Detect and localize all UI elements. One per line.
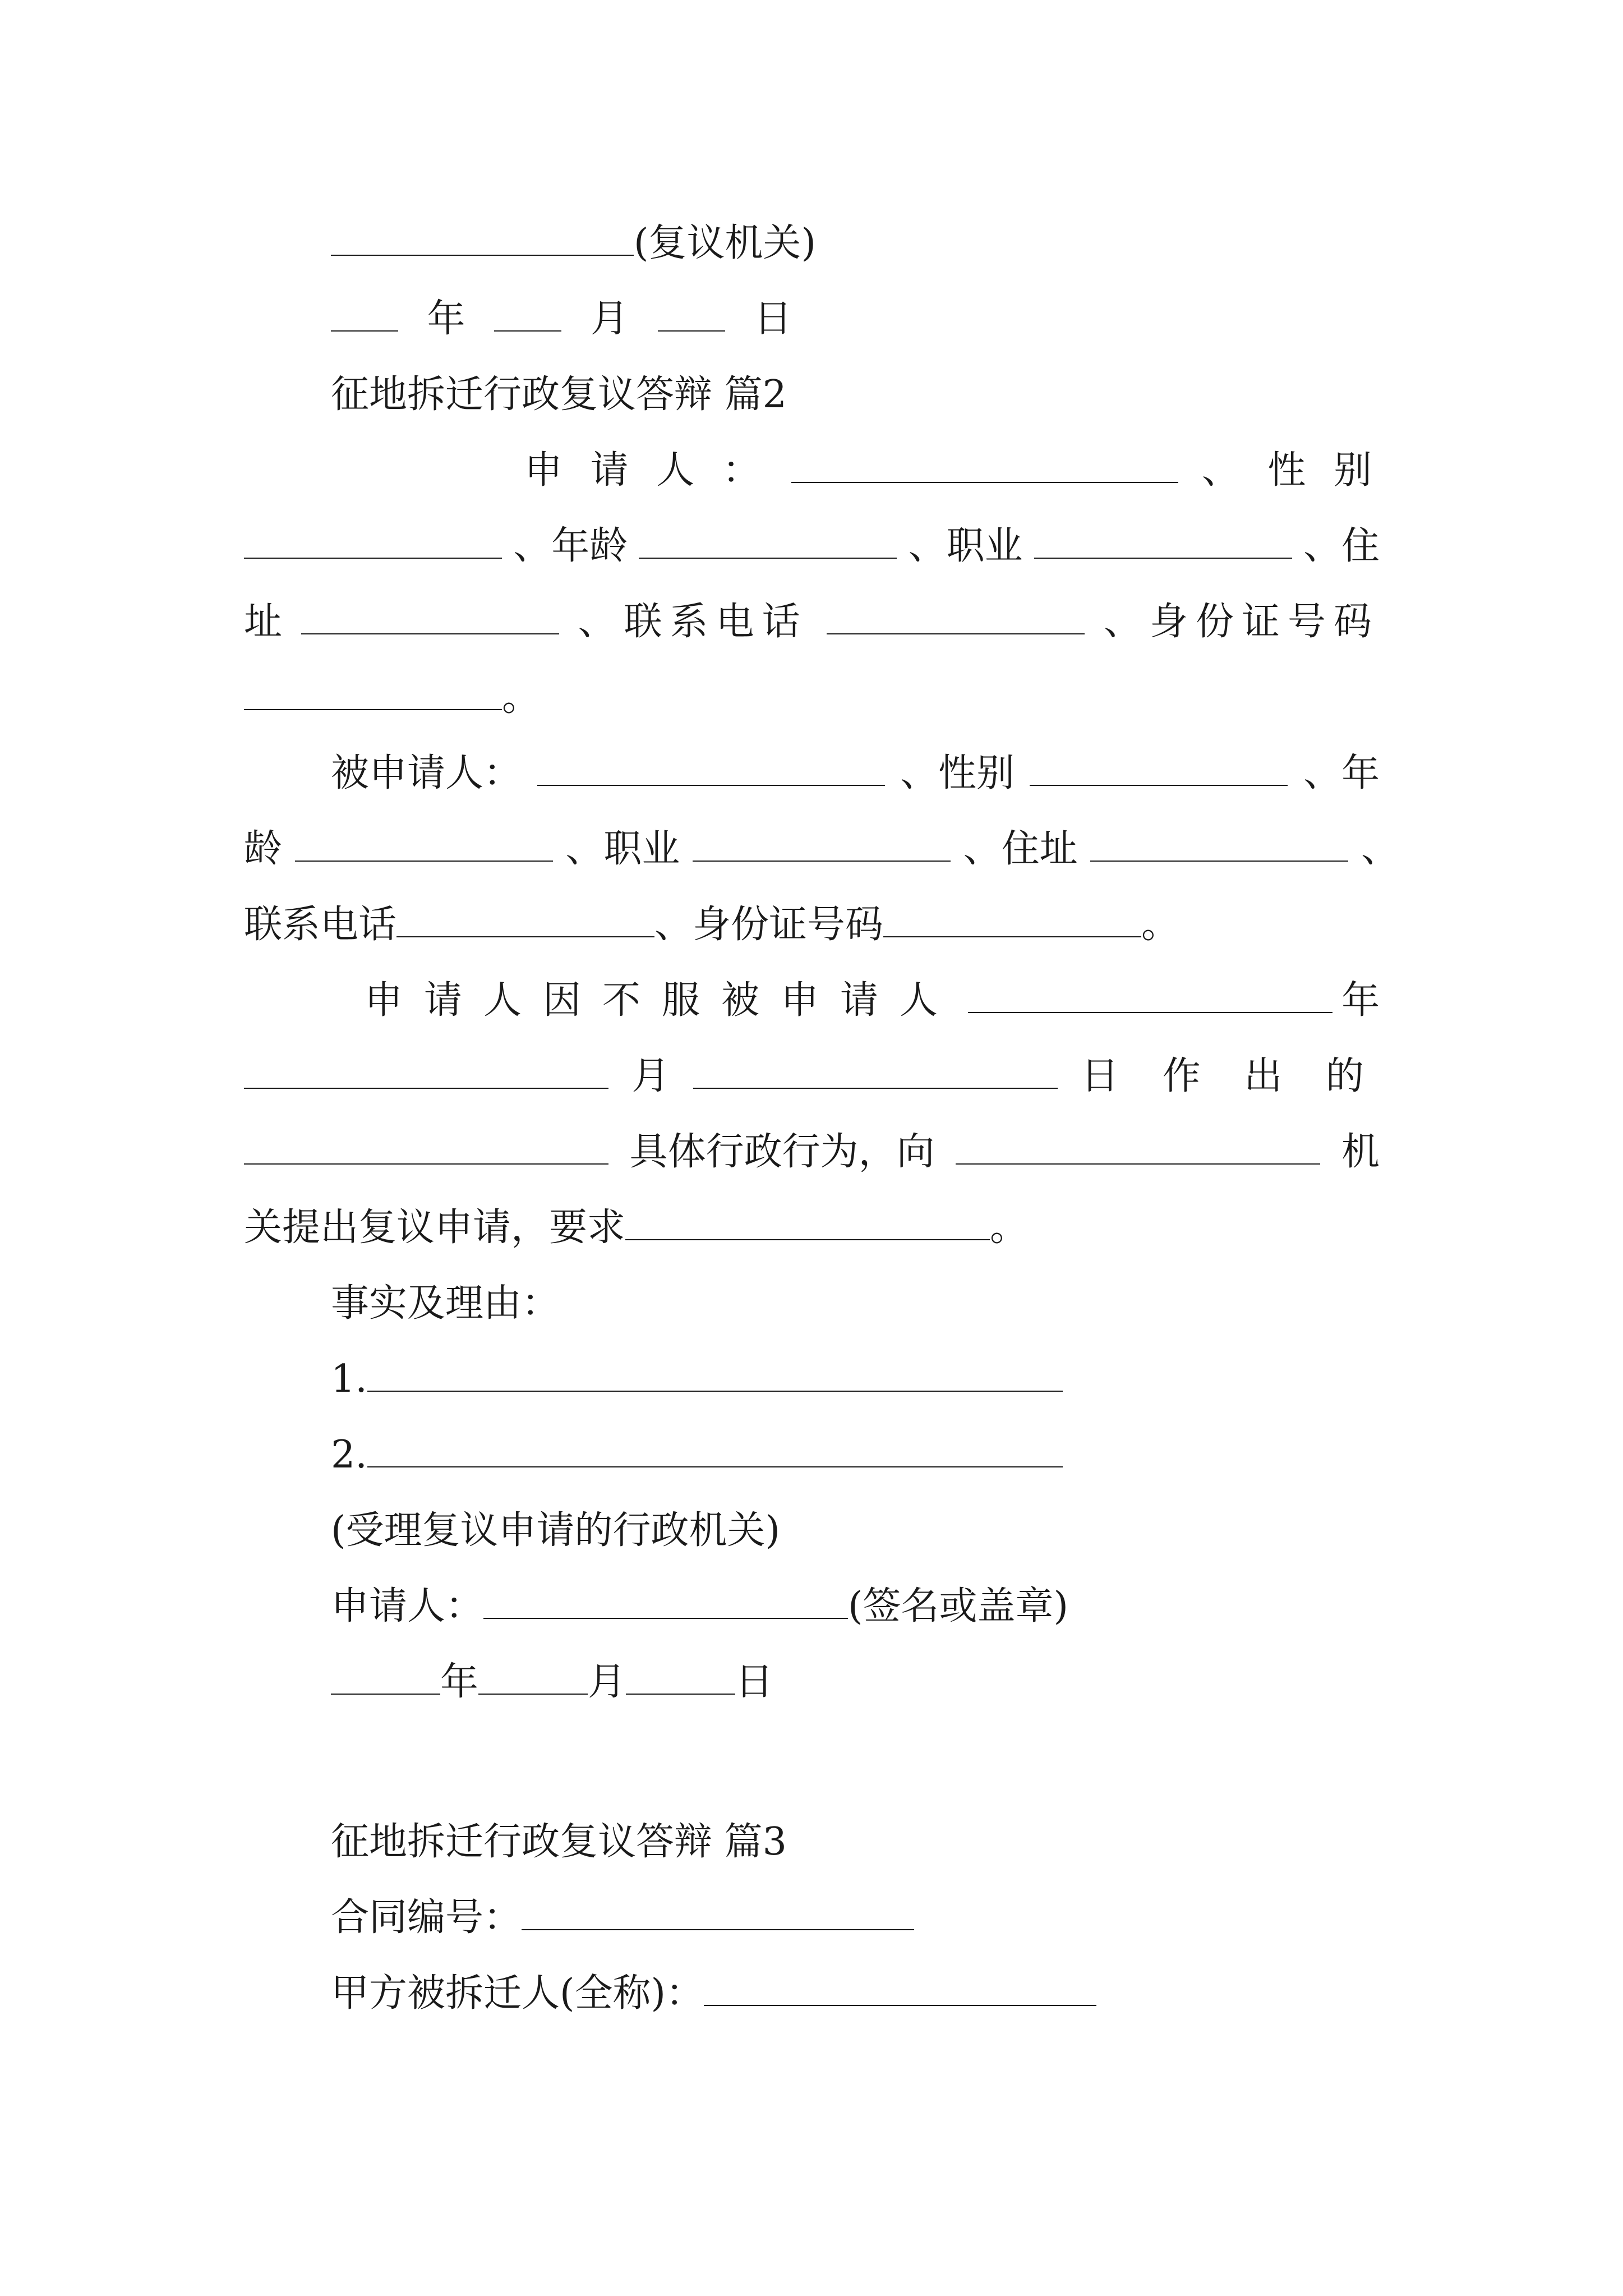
fact-item-2: 2.: [331, 1436, 1063, 1474]
body-line-1: 申请人因不服被申请人 年: [365, 978, 1380, 1023]
fact-item-1: 1.: [331, 1360, 1063, 1398]
date-line: 年 月 日: [331, 300, 792, 338]
applicant-line-2: 、年龄 、职业 、住: [244, 527, 1380, 565]
body-line-4: 关提出复议申请，要求 。: [244, 1205, 1029, 1250]
blank: [331, 227, 634, 256]
respondent-line-3: 联系电话 、身份证号码 。: [244, 903, 1180, 947]
body-line-2: 月 日 作 出 的: [244, 1057, 1380, 1096]
body-line-3: 具体行政行为，向 机: [244, 1133, 1380, 1171]
respondent-line-2: 龄 、职业 、住址 、: [244, 827, 1399, 871]
applicant-line-4: 。: [244, 679, 540, 717]
section-title-3: 征地拆迁行政复议答辩 篇3: [331, 1820, 787, 1864]
review-authority-line: (复议机关): [331, 224, 816, 263]
applicant-line-1: 申 请 人 ： 、 性 别: [524, 448, 1380, 493]
facts-heading: 事实及理由：: [331, 1281, 560, 1326]
applicant-line-3: 址 、联系电话 、身份证号码: [244, 600, 1380, 644]
party-a-line: 甲方被拆迁人(全称)：: [331, 1975, 1096, 2013]
section-title-2: 征地拆迁行政复议答辩 篇2: [331, 372, 787, 417]
accepting-authority: (受理复议申请的行政机关): [331, 1508, 781, 1553]
contract-number-line: 合同编号：: [331, 1899, 914, 1937]
respondent-line-1: 被申请人： 、性别 、年: [331, 751, 1380, 795]
signature-line: 申请人： (签名或盖章): [331, 1584, 1069, 1628]
signature-date-line: 年 月 日: [331, 1663, 773, 1701]
